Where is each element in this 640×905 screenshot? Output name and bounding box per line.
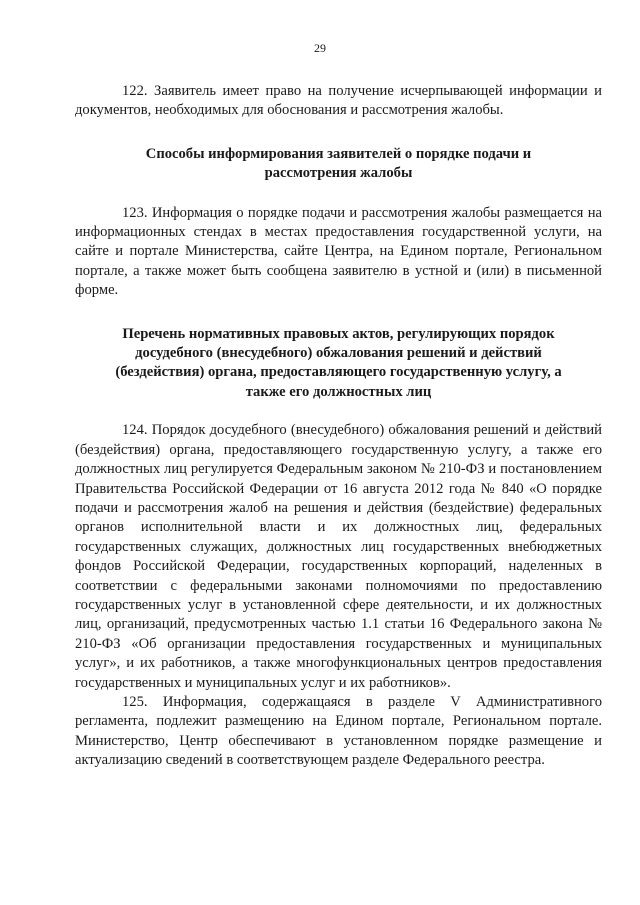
- page-content: [75, 82, 602, 771]
- paragraph-122: 122. Заявитель имеет право на получение исчерпывающей информации и документов, необходимых для обоснования и рассмотрения жалобы.: [75, 83, 602, 119]
- paragraph-124: 124. Порядок досудебного (внесудебного) обжалования решений и действий (бездействия) органа, предоставляющего государственную услугу, а также его должностных лиц регулируется Федеральным законом № 210-ФЗ и постановлением Правительства Российской Федерации от 16 августа 2012 года № 840 «О порядке подачи и рассмотрения жалоб на решения и действия (бездействие) федеральных органов исполнительной власти и их должностных лиц, федеральных государственных служащих, должностных лиц государственных внебюджетных фондов Российской Федерации, государственных корпораций, наделенных в соответствии с федеральными законами полномочиями по предоставлению государственных услуг в установленной сфере деятельности, и их должностных лиц, организаций, предусмотренных частью 1.1 статьи 16 Федерального закона № 210-ФЗ «Об организации предоставления государственных и муниципальных услуг», и их работников, а также многофункциональных центров предоставления государственных и муниципальных услуг и их работников».: [75, 422, 602, 691]
- section-heading-informing: Способы информирования заявителей о порядке подачи и рассмотрения жалобы: [145, 145, 532, 182]
- section-heading-legal-acts: Перечень нормативных правовых актов, регулирующих порядок досудебного (внесудебного) обжалования решений и действий (бездействия) органа, предоставляющего государственную услугу, а также его должностных лиц: [115, 325, 562, 400]
- page-number: 29: [314, 41, 326, 55]
- paragraph-125: 125. Информация, содержащаяся в разделе V Административного регламента, подлежит размещению на Едином портале, Региональном портале. Министерство, Центр обеспечивают в установленном порядке размещение и актуализацию сведений в соответствующем разделе Федерального реестра.: [75, 693, 602, 769]
- paragraph-123: 123. Информация о порядке подачи и рассмотрения жалобы размещается на информационных стендах в местах предоставления государственной услуги, на сайте и портале Министерства, сайте Центра, на Едином портале, Региональном портале, а также может быть сообщена заявителю в устной и (или) в письменной форме.: [75, 204, 602, 299]
